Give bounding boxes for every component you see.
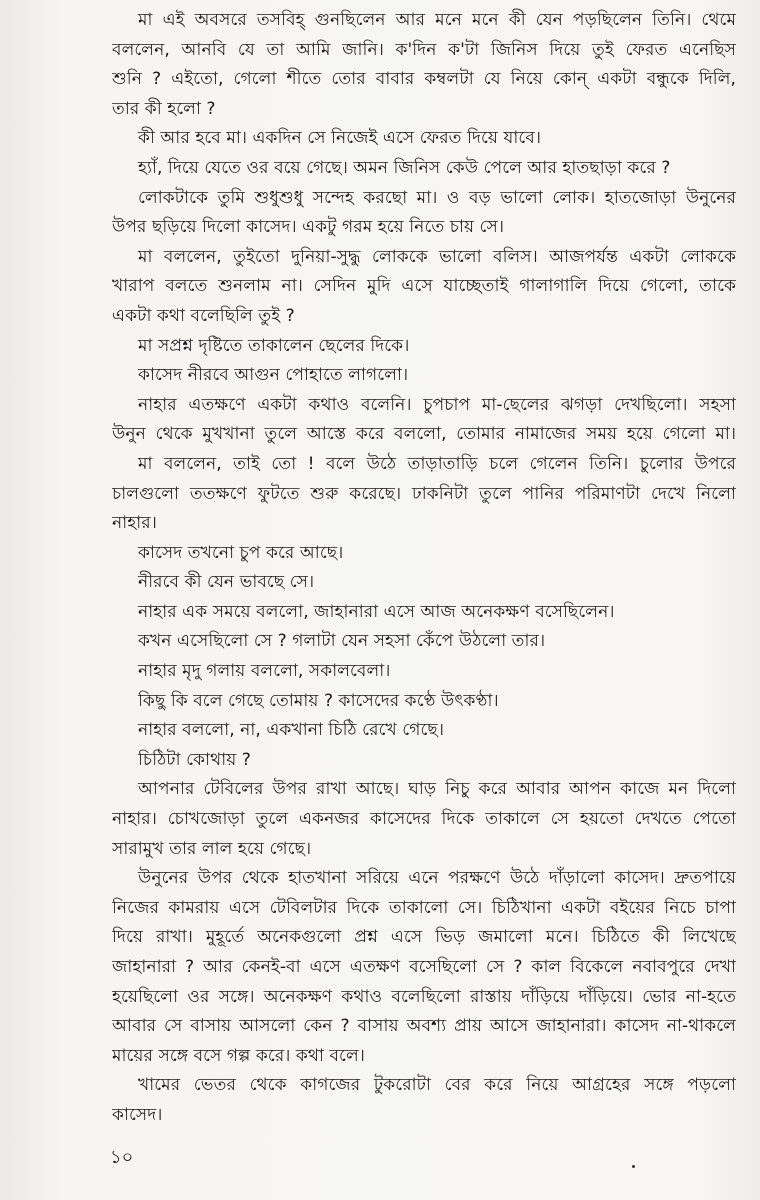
text-line: সারামুখ তার লাল হয়ে গেছে। [112,838,312,859]
text-line: কিছু কি বলে গেছে তোমায় ? কাসেদের কণ্ঠে উৎকণ্ঠা। [138,690,499,711]
text-line: লোকটাকে তুমি শুধুশুধু সন্দেহ করছো মা। ও বড় ভালো লোক। হাতজোড়া উনুনের [138,187,736,208]
text-line: মা বললেন, তাই তো ! বলে উঠে তাড়াতাড়ি চলে গেলেন তিনি। চুলোর উপরে [138,453,736,474]
text-line: মা বললেন, তুইতো দুনিয়া-সুদ্ধু লোককে ভালো বলিস। আজপর্যন্ত একটা লোককে [138,246,736,267]
text-line: নাহার এতক্ষণে একটা কথাও বলেনি। চুপচাপ মা-ছেলের ঝগড়া দেখছিলো। সহসা [138,394,736,415]
text-line: নাহার এক সময়ে বললো, জাহানারা এসে আজ অনেকক্ষণ বসেছিলেন। [138,601,615,622]
text-line: কাসেদ। [112,1104,163,1125]
text-line: মায়ের সঙ্গে বসে গল্প করে। কথা বলে। [112,1045,365,1066]
text-line: নাহার মৃদু গলায় বললো, সকালবেলা। [138,661,391,682]
text-line: একটা কথা বলেছিলি তুই ? [112,305,295,326]
text-line: চালগুলো ততক্ষণে ফুটতে শুরু করেছে। ঢাকনিটা তুলে পানির পরিমাণটা দেখে নিলো [112,483,736,504]
text-line: দিয়ে রাখা। মুহূর্তে অনেকগুলো প্রশ্ন এসে ভিড় জমালো মনে। চিঠিতে কী লিখেছে [112,927,736,948]
text-line: নাহার বললো, না, একখানা চিঠি রেখে গেছে। [138,720,444,741]
text-line: উপর ছড়িয়ে দিলো কাসেদ। একটু গরম হয়ে নিতে চায় সে। [112,217,505,238]
text-line: খামের ভেতর থেকে কাগজের টুকরোটা বের করে নিয়ে আগ্রহের সঙ্গে পড়লো [138,1075,736,1096]
body-text [112,6,736,1131]
text-line: শুনি ? এইতো, গেলো শীতে তোর বাবার কম্বলটা যে নিয়ে কোন্‌ একটা বন্ধুকে দিলি, [112,69,736,90]
text-line: নীরবে কী যেন ভাবছে সে। [138,572,315,593]
text-line: মা সপ্রশ্ন দৃষ্টিতে তাকালেন ছেলের দিকে। [138,335,410,356]
text-line: জাহানারা ? আর কেনই-বা এসে এতক্ষণ বসেছিলো সে ? কাল বিকেলে নবাবপুরে দেখা [112,957,736,977]
text-line: খারাপ বলতে শুনলাম না। সেদিন মুদি এসে যাচ্ছেতাই গালাগালি দিয়ে গেলো, তাকে [112,276,736,297]
text-line: বললেন, আনবি যে তা আমি জানি। ক'দিন ক'টা জিনিস দিয়ে তুই ফেরত এনেছিস [112,39,736,60]
text-line: নাহার। চোখজোড়া তুলে একনজর কাসেদের দিকে তাকালে সে হয়তো দেখতে পেতো [112,809,736,830]
text-line: তার কী হলো ? [112,98,216,119]
text-line: নাহার। [112,513,157,534]
text-line: কাসেদ নীরবে আগুন পোহাতে লাগলো। [138,365,409,386]
text-line: হয়েছিলো ওর সঙ্গে। অনেকক্ষণ কথাও বলেছিলো রাস্তায় দাঁড়িয়ে দাঁড়িয়ে। ভোর না-হতে [112,986,736,1007]
text-line: আবার সে বাসায় আসলো কেন ? বাসায় অবশ্য প্রায় আসে জাহানারা। কাসেদ না-থাকলে [112,1016,736,1037]
text-line: কখন এসেছিলো সে ? গলাটা যেন সহসা কেঁপে উঠলো তার। [138,631,546,652]
text-line: উনুনের উপর থেকে হাতখানা সরিয়ে এনে পরক্ষণে উঠে দাঁড়ালো কাসেদ। দ্রুতপায়ে [138,868,736,889]
ink-speck [632,1165,635,1168]
text-line: হ্যাঁ, দিয়ে যেতে ওর বয়ে গেছে। অমন জিনিস কেউ পেলে আর হাতছাড়া করে ? [138,157,671,178]
text-line: মা এই অবসরে তসবিহ্‌ গুনছিলেন আর মনে মনে কী যেন পড়ছিলেন তিনি। থেমে [138,10,736,30]
text-line: উনুন থেকে মুখখানা তুলে আস্তে করে বললো, তোমার নামাজের সময় হয়ে গেলো মা। [112,424,736,445]
text-line: আপনার টেবিলের উপর রাখা আছে। ঘাড় নিচু করে আবার আপন কাজে মন দিলো [138,779,736,800]
text-line: কাসেদ তখনো চুপ করে আছে। [138,542,344,563]
text-line: নিজের কামরায় এসে টেবিলটার দিকে তাকালো সে। চিঠিখানা একটা বইয়ের নিচে চাপা [112,897,736,918]
page-number: ১০ [110,1147,134,1168]
text-line: কী আর হবে মা। একদিন সে নিজেই এসে ফেরত দিয়ে যাবে। [138,128,541,149]
text-line: চিঠিটা কোথায় ? [138,749,251,770]
